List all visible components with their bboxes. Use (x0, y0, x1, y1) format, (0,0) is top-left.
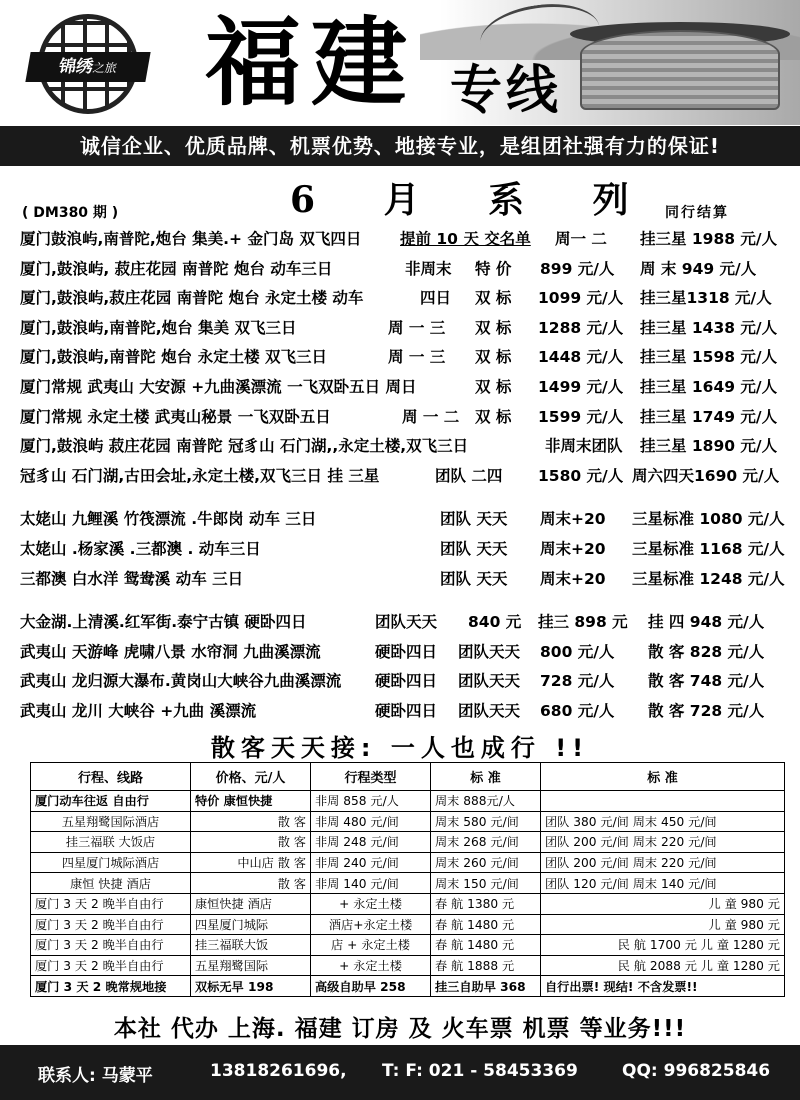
table-cell: 五星翔鹭国际 (191, 955, 311, 976)
table-cell: 酒店+永定土楼 (311, 914, 431, 935)
table-cell: 非周 140 元/间 (311, 873, 431, 894)
route-row: 厦门,鼓浪屿,南普陀,炮台 集美 双飞三日 周 一 三 双 标 1288 元/人 挂三星 1438 元/人 (20, 318, 778, 337)
route-row: 厦门常规 武夷山 大安源 +九曲溪漂流 一飞双卧五日 周日 双 标 1499 元/人 挂三星 1649 元/人 (20, 377, 778, 396)
hotel-table (30, 762, 785, 997)
table-cell: 高级自助早 258 (311, 976, 431, 997)
route-row: 厦门,鼓浪屿, 菽庄花园 南普陀 炮台 动车三日 非周末 特 价 899 元/人 周 末 949 元/人 (20, 259, 757, 278)
logo-banner: 锦绣之旅 (25, 52, 150, 82)
route-row: 太姥山 .杨家溪 .三都澳 . 动车三日 团队 天天 周末+20 三星标准 1168 元/人 (20, 539, 785, 558)
col-header: 行程类型 (311, 763, 431, 791)
table-row (31, 935, 785, 956)
series-header (0, 170, 800, 222)
logo (28, 14, 148, 114)
table-cell: 春 航 1888 元 (431, 955, 541, 976)
table-cell: 四星厦门城际酒店 (31, 852, 191, 873)
issue-number: ( DM380 期 ) (22, 205, 119, 221)
month-title: 6 月 系 列 (290, 179, 657, 221)
table-cell: 民 航 1700 元 儿 童 1280 元 (541, 935, 785, 956)
route-row: 大金湖.上清溪.红军街.泰宁古镇 硬卧四日 团队天天 840 元 挂三 898 元 挂 四 948 元/人 (20, 613, 765, 632)
table-cell: 春 航 1380 元 (431, 893, 541, 914)
table-row (31, 873, 785, 894)
table-cell: 散 客 (191, 832, 311, 853)
table-cell: 四星厦门城际 (191, 914, 311, 935)
table-cell: 自行出票! 现结! 不含发票!! (541, 976, 785, 997)
table-cell: 厦门动车往返 自由行 (31, 791, 191, 812)
route-row: 厦门,鼓浪屿 菽庄花园 南普陀 冠豸山 石门湖,,永定土楼,双飞三日 非周末团队 挂三星 1890 元/人 (20, 437, 778, 456)
table-cell: 五星翔鹭国际酒店 (31, 811, 191, 832)
col-header: 价格、元/人 (191, 763, 311, 791)
route-row: 厦门,鼓浪屿,菽庄花园 南普陀 炮台 永定土楼 动车 四日 双 标 1099 元/人 挂三星1318 元/人 (20, 289, 772, 308)
table-cell: 非周 240 元/间 (311, 852, 431, 873)
contact-name: 联系人: 马蒙平 (38, 1066, 153, 1086)
table-cell: 挂三福联 大饭店 (31, 832, 191, 853)
contact-phone: 13818261696, (210, 1061, 347, 1081)
table-cell: + 永定土楼 (311, 955, 431, 976)
table-cell (541, 791, 785, 812)
table-row (31, 832, 785, 853)
table-cell: 双标无早 198 (191, 976, 311, 997)
slogan-bar: 诚信企业、优质品牌、机票优势、地接专业，是组团社强有力的保证! (0, 126, 800, 166)
table-cell: 周末 268 元/间 (431, 832, 541, 853)
route-row: 三都澳 白水洋 鸳鸯溪 动车 三日 团队 天天 周末+20 三星标准 1248 元/人 (20, 569, 785, 588)
table-cell: 非周 480 元/间 (311, 811, 431, 832)
contact-bar (0, 1045, 800, 1100)
table-cell: 中山店 散 客 (191, 852, 311, 873)
page-subtitle: 专线 (450, 60, 563, 121)
tulou-graphic (580, 30, 780, 110)
col-header: 行程、线路 (31, 763, 191, 791)
table-cell: 周末 150 元/间 (431, 873, 541, 894)
walk-in-slogan: 散客天天接: 一人也成行 !! (210, 734, 590, 762)
table-cell: 非周 248 元/间 (311, 832, 431, 853)
table-cell: 团队 200 元/间 周末 220 元/间 (541, 832, 785, 853)
page-title: 福建 (205, 6, 417, 119)
table-cell: 非周 858 元/人 (311, 791, 431, 812)
route-row: 太姥山 九鲤溪 竹筏漂流 .牛郎岗 动车 三日 团队 天天 周末+20 三星标准 1080 元/人 (20, 510, 785, 529)
route-row: 厦门,鼓浪屿,南普陀 炮台 永定土楼 双飞三日 周 一 三 双 标 1448 元/人 挂三星 1598 元/人 (20, 348, 778, 367)
table-cell: 厦门 3 天 2 晚常规地接 (31, 976, 191, 997)
table-cell: 厦门 3 天 2 晚半自由行 (31, 955, 191, 976)
table-cell: 康恒 快捷 酒店 (31, 873, 191, 894)
route-row: 厦门常规 永定土楼 武夷山秘景 一飞双卧五日 周 一 二 双 标 1599 元/人 挂三星 1749 元/人 (20, 407, 778, 426)
col-header: 标 准 (431, 763, 541, 791)
settle-label: 同行结算 (665, 205, 729, 221)
table-header-row (31, 763, 785, 791)
route-row: 厦门鼓浪屿,南普陀,炮台 集美.+ 金门岛 双飞四日 提前 10 天 交名单 周一 二 挂三星 1988 元/人 (20, 230, 778, 248)
table-cell: 春 航 1480 元 (431, 914, 541, 935)
route-list (20, 223, 790, 725)
route-row: 武夷山 天游峰 虎啸八景 水帘洞 九曲溪漂流 硬卧四日 团队天天 800 元/人 散 客 828 元/人 (20, 642, 765, 661)
route-row: 冠豸山 石门湖,古田会址,永定土楼,双飞三日 挂 三星 团队 二四 1580 元/人 周六四天1690 元/人 (20, 466, 780, 485)
table-cell: 厦门 3 天 2 晚半自由行 (31, 914, 191, 935)
route-row: 武夷山 龙归源大瀑布.黄岗山大峡谷九曲溪漂流 硬卧四日 团队天天 728 元/人 散 客 748 元/人 (20, 672, 765, 691)
table-row (31, 914, 785, 935)
table-cell: 挂三福联大饭 (191, 935, 311, 956)
table-row (31, 852, 785, 873)
table-cell: 厦门 3 天 2 晚半自由行 (31, 893, 191, 914)
table-cell: 康恒快捷 酒店 (191, 893, 311, 914)
table-row (31, 791, 785, 812)
table-cell: 挂三自助早 368 (431, 976, 541, 997)
table-cell: 特价 康恒快捷 (191, 791, 311, 812)
table-cell: 厦门 3 天 2 晚半自由行 (31, 935, 191, 956)
table-cell: 儿 童 980 元 (541, 893, 785, 914)
table-row (31, 976, 785, 997)
table-cell: 散 客 (191, 811, 311, 832)
table-cell: + 永定土楼 (311, 893, 431, 914)
table-cell: 店 + 永定土楼 (311, 935, 431, 956)
services-text: 本社 代办 上海. 福建 订房 及 火车票 机票 等业务!!! (113, 1016, 687, 1042)
route-row: 武夷山 龙川 大峡谷 +九曲 溪漂流 硬卧四日 团队天天 680 元/人 散 客 728 元/人 (20, 701, 765, 720)
table-cell: 团队 120 元/间 周末 140 元/间 (541, 873, 785, 894)
table-row (31, 893, 785, 914)
table-cell: 团队 200 元/间 周末 220 元/间 (541, 852, 785, 873)
col-header: 标 准 (541, 763, 785, 791)
table-cell: 春 航 1480 元 (431, 935, 541, 956)
contact-qq: QQ: 996825846 (622, 1061, 771, 1081)
contact-tel-fax: T: F: 021 - 58453369 (382, 1061, 578, 1081)
header-banner (0, 0, 800, 125)
table-cell: 儿 童 980 元 (541, 914, 785, 935)
table-cell: 周末 580 元/间 (431, 811, 541, 832)
table-cell: 散 客 (191, 873, 311, 894)
table-cell: 团队 380 元/间 周末 450 元/间 (541, 811, 785, 832)
table-cell: 周末 260 元/间 (431, 852, 541, 873)
table-cell: 民 航 2088 元 儿 童 1280 元 (541, 955, 785, 976)
table-cell: 周末 888元/人 (431, 791, 541, 812)
table-row (31, 955, 785, 976)
table-row (31, 811, 785, 832)
